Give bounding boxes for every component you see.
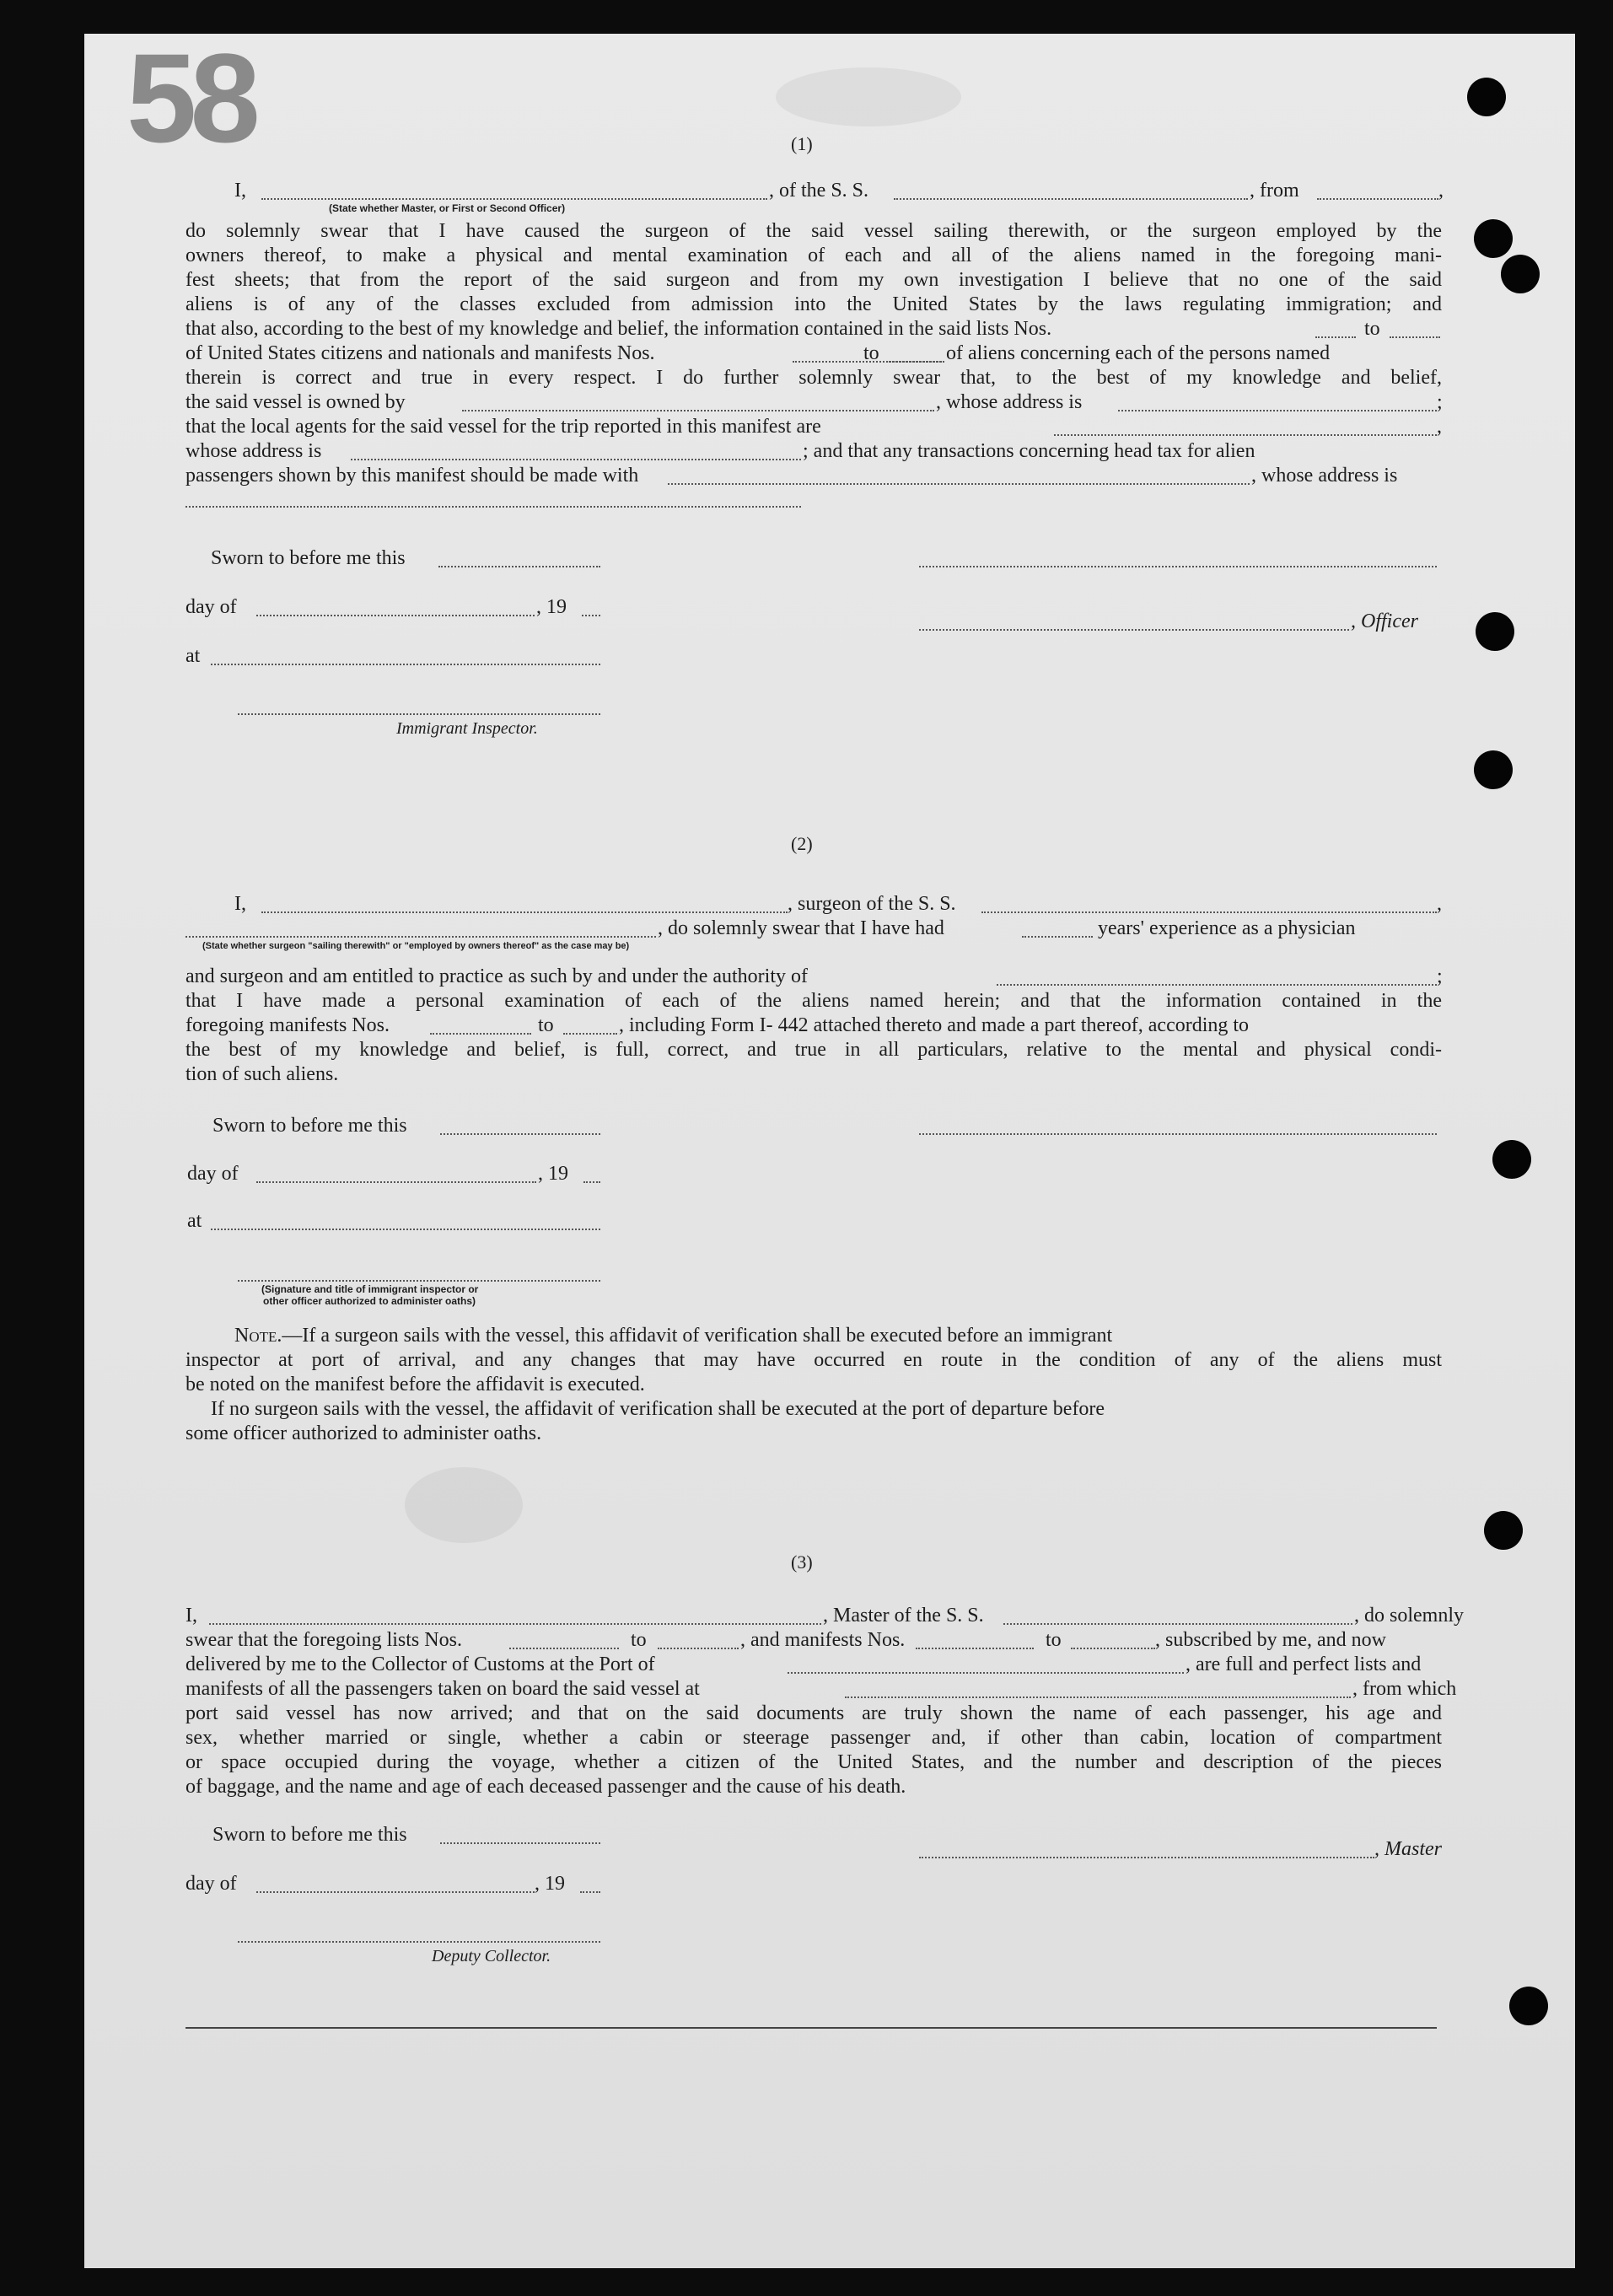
s2-sworn-day-field[interactable] [440,1133,600,1135]
s1-para-line: fest sheets; that from the report of the said surgeon and from my own investigation I believe that no one of the said [185,269,1442,291]
s3-manifest-no-to[interactable] [1071,1648,1155,1649]
s2-manifest-no-from[interactable] [430,1033,531,1035]
document-page [84,34,1575,2268]
s1-to-label: to [863,342,879,364]
s2-at-field[interactable] [211,1229,600,1230]
s2-years-field[interactable] [1022,936,1093,938]
s3-manifests-all: manifests of all the passengers taken on board the said vessel at [185,1678,700,1700]
s1-para-line: aliens is of any of the classes excluded from admission into the United States by the laws regulating immigration; and [185,293,1442,315]
s1-local-agents-field[interactable] [1054,434,1437,436]
s3-sworn-label: Sworn to before me this [212,1824,407,1846]
s3-subscribed: , subscribed by me, and now [1155,1629,1386,1651]
s1-i-label: I, [234,180,246,202]
s2-para-line: that I have made a personal examination of each of the aliens named herein; and that the information contained in the [185,990,1442,1012]
s2-month-field[interactable] [256,1181,536,1183]
s2-sig-hint-2: other officer authorized to administer oaths) [263,1295,476,1307]
s2-ship-name-field[interactable] [981,911,1437,913]
s2-year-field[interactable] [583,1181,600,1183]
s1-whose-address-end: , whose address is [1251,465,1398,487]
s2-surgeon-signature-field[interactable] [919,1133,1437,1135]
s1-year-label: , 19 [536,596,567,618]
s3-para-line: sex, whether married or single, whether a cabin or steerage passenger and, if other than cabin, location of compartment [185,1727,1442,1749]
s2-to-label: to [538,1014,554,1036]
s3-deputy-label: Deputy Collector. [432,1947,551,1965]
s1-officer-signature-field[interactable] [919,566,1437,567]
s2-swear-label: , do solemnly swear that I have had [658,917,944,939]
s1-month-field[interactable] [256,615,535,616]
section-1-heading: (1) [791,133,813,154]
s1-whose-address-label-2: whose address is [185,440,322,462]
s1-day-of-label: day of [185,596,237,618]
s2-i-label: I, [234,893,246,915]
s3-para-line: port said vessel has now arrived; and that on the said documents are truly shown the name of each passenger, his age and [185,1702,1442,1724]
s1-owner-address-field[interactable] [1118,410,1437,411]
s1-para-line: owners thereof, to make a physical and mental examination of each and all of the aliens named in the foregoing mani- [185,245,1442,266]
s1-passengers-label: passengers shown by this manifest should be made with [185,465,639,487]
s1-comma: , [1438,180,1444,202]
s2-surgeon-type-field[interactable] [185,936,656,938]
s2-note-line-1 [234,1324,1112,1347]
s3-manifest-no-from[interactable] [916,1648,1034,1649]
punch-hole [1484,1511,1523,1550]
s2-comma: , [1437,893,1442,915]
s1-agents-address-field[interactable] [351,459,801,460]
s1-aliens-tail: of aliens concerning each of the persons named [946,342,1331,364]
s2-surgeon-of-label: , surgeon of the S. S. [788,893,956,915]
s1-local-agents-label: that the local agents for the said vessel for the trip reported in this manifest are [185,416,821,438]
s3-delivered: delivered by me to the Collector of Customs at the Port of [185,1653,655,1675]
s1-officer-label: , Officer [1351,610,1418,632]
section-2-heading: (2) [791,833,813,854]
s1-owned-by-label: the said vessel is owned by [185,391,406,413]
s1-para-line: therein is correct and true in every respect. I do further solemnly swear that, to the best of my knowledge and belief, [185,367,1442,389]
s3-departure-port-field[interactable] [845,1696,1351,1698]
s3-day-of-label: day of [185,1873,237,1895]
s1-from-port-field[interactable] [1317,198,1438,200]
s3-year-field[interactable] [580,1891,600,1893]
s2-note-line: some officer authorized to administer oaths. [185,1422,542,1444]
punch-hole [1501,255,1540,293]
s2-semicolon: ; [1437,965,1443,987]
s1-inspector-label: Immigrant Inspector. [396,719,538,738]
s3-do-solemnly: , do solemnly [1354,1605,1464,1627]
s3-to-label: to [631,1629,647,1651]
s3-master-name-field[interactable] [209,1623,821,1625]
s1-at-field[interactable] [211,664,600,665]
section-3-heading: (3) [791,1551,813,1573]
s2-para-line: tion of such aliens. [185,1063,339,1085]
s2-inspector-signature-field[interactable] [238,1280,600,1282]
s1-year-field[interactable] [582,615,600,616]
punch-hole [1474,219,1513,258]
s2-note-line: be noted on the manifest before the affidavit is executed. [185,1374,645,1395]
s1-head-tax: ; and that any transactions concerning head tax for alien [803,440,1255,462]
s2-note-line: If no surgeon sails with the vessel, the affidavit of verification shall be executed at the port of departure before [211,1398,1105,1420]
s2-type-hint: (State whether surgeon "sailing therewith" or "employed by owners thereof" as the case may be) [202,941,630,951]
s1-manifest-no-to[interactable] [889,361,944,363]
s1-para-line: that also, according to the best of my knowledge and belief, the information contained in the said lists Nos. [185,318,1052,340]
s3-master-signature-field[interactable] [919,1857,1374,1858]
s2-sworn-label: Sworn to before me this [212,1115,407,1137]
s3-collector-signature-field[interactable] [238,1941,600,1943]
s2-surgeon-name-field[interactable] [261,911,788,913]
page-number-stamp: 58 [126,34,254,169]
s1-head-tax-contact-field[interactable] [668,483,1250,485]
s3-master-of-label: , Master of the S. S. [823,1605,984,1627]
s2-day-of-label: day of [187,1163,239,1185]
s3-to-label: to [1046,1629,1062,1651]
s3-master-label: , Master [1374,1838,1442,1860]
stamp-smudge [405,1467,523,1543]
s3-year-label: , 19 [535,1873,565,1895]
s1-contact-address-field[interactable] [185,506,801,508]
s3-para-line: or space occupied during the voyage, whether a citizen of the United States, and the number and description of the pieces [185,1751,1442,1773]
s2-at-label: at [187,1210,202,1232]
s1-at-label: at [185,645,201,667]
s1-list-no-from[interactable] [1315,336,1356,338]
s1-ship-name-field[interactable] [894,198,1248,200]
s1-whose-address-label: , whose address is [936,391,1083,413]
s2-note-text: —If a surgeon sails with the vessel, this affidavit of verification shall be executed before an immigrant [282,1325,1113,1347]
s3-month-field[interactable] [256,1891,535,1893]
s2-authority-field[interactable] [997,984,1437,986]
s3-i-label: I, [185,1605,197,1627]
stamp-smudge [776,67,961,126]
s1-inspector-signature-field[interactable] [238,713,600,715]
s1-comma: , [1437,416,1442,438]
s2-form-tail: , including Form I- 442 attached thereto and made a part thereof, according to [619,1014,1250,1036]
bottom-rule [185,2027,1437,2029]
s3-ship-name-field[interactable] [1003,1623,1352,1625]
s1-para-line: of United States citizens and nationals and manifests Nos. [185,342,655,364]
s2-years-label: years' experience as a physician [1098,917,1356,939]
s3-list-no-to[interactable] [658,1648,739,1649]
s2-note-label: Note. [234,1325,282,1347]
s2-foregoing-label: foregoing manifests Nos. [185,1014,390,1036]
s1-list-no-to[interactable] [1390,336,1440,338]
s2-note-line: inspector at port of arrival, and any changes that may have occurred en route in the condition of any of the aliens must [185,1349,1442,1371]
s3-para-line: of baggage, and the name and age of each deceased passenger and the cause of his death. [185,1776,906,1798]
s3-sworn-day-field[interactable] [440,1842,600,1844]
s3-list-no-from[interactable] [509,1648,619,1649]
s2-year-label: , 19 [538,1163,568,1185]
s3-from-which: , from which [1352,1678,1457,1700]
s1-rank-hint: (State whether Master, or First or Second Officer) [329,202,566,214]
punch-hole [1509,1987,1548,2025]
s1-semicolon: ; [1437,391,1443,413]
s2-authority-label: and surgeon and am entitled to practice as such by and under the authority of [185,965,808,987]
s1-owner-field[interactable] [462,410,934,411]
s3-full-perfect: , are full and perfect lists and [1186,1653,1422,1675]
s1-sworn-label: Sworn to before me this [211,547,406,569]
punch-hole [1476,612,1514,651]
s3-and-manifests: , and manifests Nos. [740,1629,906,1651]
s1-officer-rank-field[interactable] [261,198,767,200]
s2-manifest-no-to[interactable] [563,1033,617,1035]
punch-hole [1474,750,1513,789]
s2-sig-hint-1: (Signature and title of immigrant inspector or [261,1283,479,1295]
s1-officer-title-field[interactable] [919,629,1349,631]
punch-hole [1467,78,1506,116]
s1-sworn-day-field[interactable] [438,566,600,567]
s1-para-line: do solemnly swear that I have caused the surgeon of the said vessel sailing therewith, or the surgeon employed by the [185,220,1442,242]
s3-swear-lists: swear that the foregoing lists Nos. [185,1629,462,1651]
punch-hole [1492,1140,1531,1179]
s1-to-label: to [1364,318,1380,340]
s2-para-line: the best of my knowledge and belief, is full, correct, and true in all particulars, relative to the mental and physical condi- [185,1039,1442,1061]
s1-from-label: , from [1250,180,1299,202]
s1-of-ss-label: , of the S. S. [769,180,869,202]
s3-port-field[interactable] [788,1672,1184,1674]
